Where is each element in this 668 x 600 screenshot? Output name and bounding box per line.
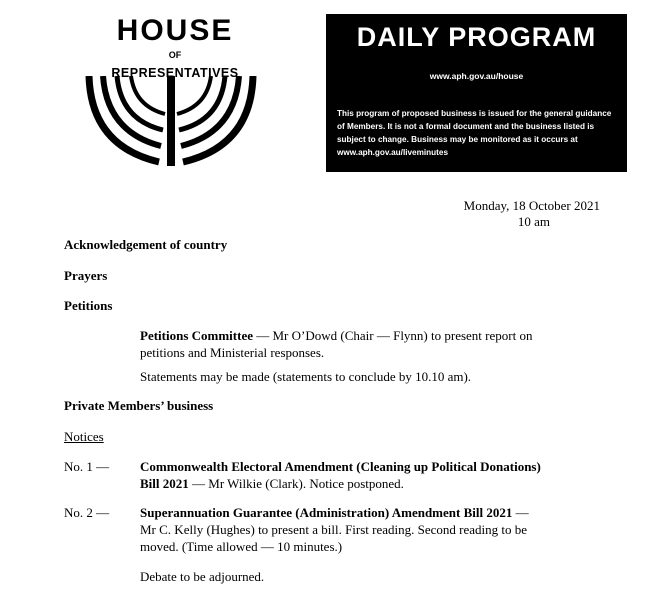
- banner-url: www.aph.gov.au/house: [429, 71, 524, 81]
- notice-1-body: [140, 458, 620, 492]
- petitions-item-lead: Petitions Committee: [140, 328, 253, 343]
- program-day: Monday, 18 October 2021: [463, 198, 600, 213]
- program-time: 10 am: [517, 214, 550, 229]
- petitions-statements: Statements may be made (statements to conclude by 10.10 am).: [140, 369, 472, 384]
- notice-2-line2: Mr C. Kelly (Hughes) to present a bill. First reading. Second reading to be: [140, 522, 528, 537]
- banner-note: This program of proposed business is issued for the general guidance of Members. It is not a formal document and the business listed is subject to change. Business may be monitored as it occurs at www.aph.gov.au/liveminutes: [337, 109, 612, 157]
- heading-acknowledgement: Acknowledgement of country: [64, 237, 228, 252]
- chamber-emblem-icon: [81, 76, 261, 166]
- logo-representatives-text: REPRESENTATIVES: [111, 66, 239, 80]
- petitions-item-text-2: petitions and Ministerial responses.: [140, 345, 325, 360]
- heading-private-members: Private Members’ business: [64, 398, 214, 413]
- program-date: [400, 198, 600, 230]
- notice-1-line2-rest: — Mr Wilkie (Clark). Notice postponed.: [188, 476, 404, 491]
- notice-2-body: [140, 504, 620, 555]
- heading-notices: Notices: [64, 429, 104, 444]
- logo-of-text: OF: [168, 50, 182, 60]
- notice-1-line1: Commonwealth Electoral Amendment (Cleaning up Political Donations): [140, 459, 541, 474]
- notice-2-line1: Superannuation Guarantee (Administration) Amendment Bill 2021: [140, 505, 513, 520]
- notice-2-line1-rest: —: [512, 505, 529, 520]
- heading-prayers: Prayers: [64, 268, 108, 283]
- logo-house-text: HOUSE: [116, 14, 234, 47]
- notice-1-line2-bold: Bill 2021: [140, 476, 189, 491]
- heading-petitions: Petitions: [64, 298, 113, 313]
- notice-2-number: No. 2 —: [64, 505, 110, 520]
- petitions-item-text-1: — Mr O’Dowd (Chair — Flynn) to present report on: [253, 328, 533, 343]
- notice-2-line3: moved. (Time allowed — 10 minutes.): [140, 539, 343, 554]
- notice-1-number: No. 1 —: [64, 459, 110, 474]
- house-logo: [65, 8, 285, 168]
- petitions-item: [140, 327, 610, 361]
- banner-title: DAILY PROGRAM: [356, 22, 597, 52]
- notice-2-debate: Debate to be adjourned.: [140, 569, 265, 584]
- daily-program-banner: [326, 14, 627, 172]
